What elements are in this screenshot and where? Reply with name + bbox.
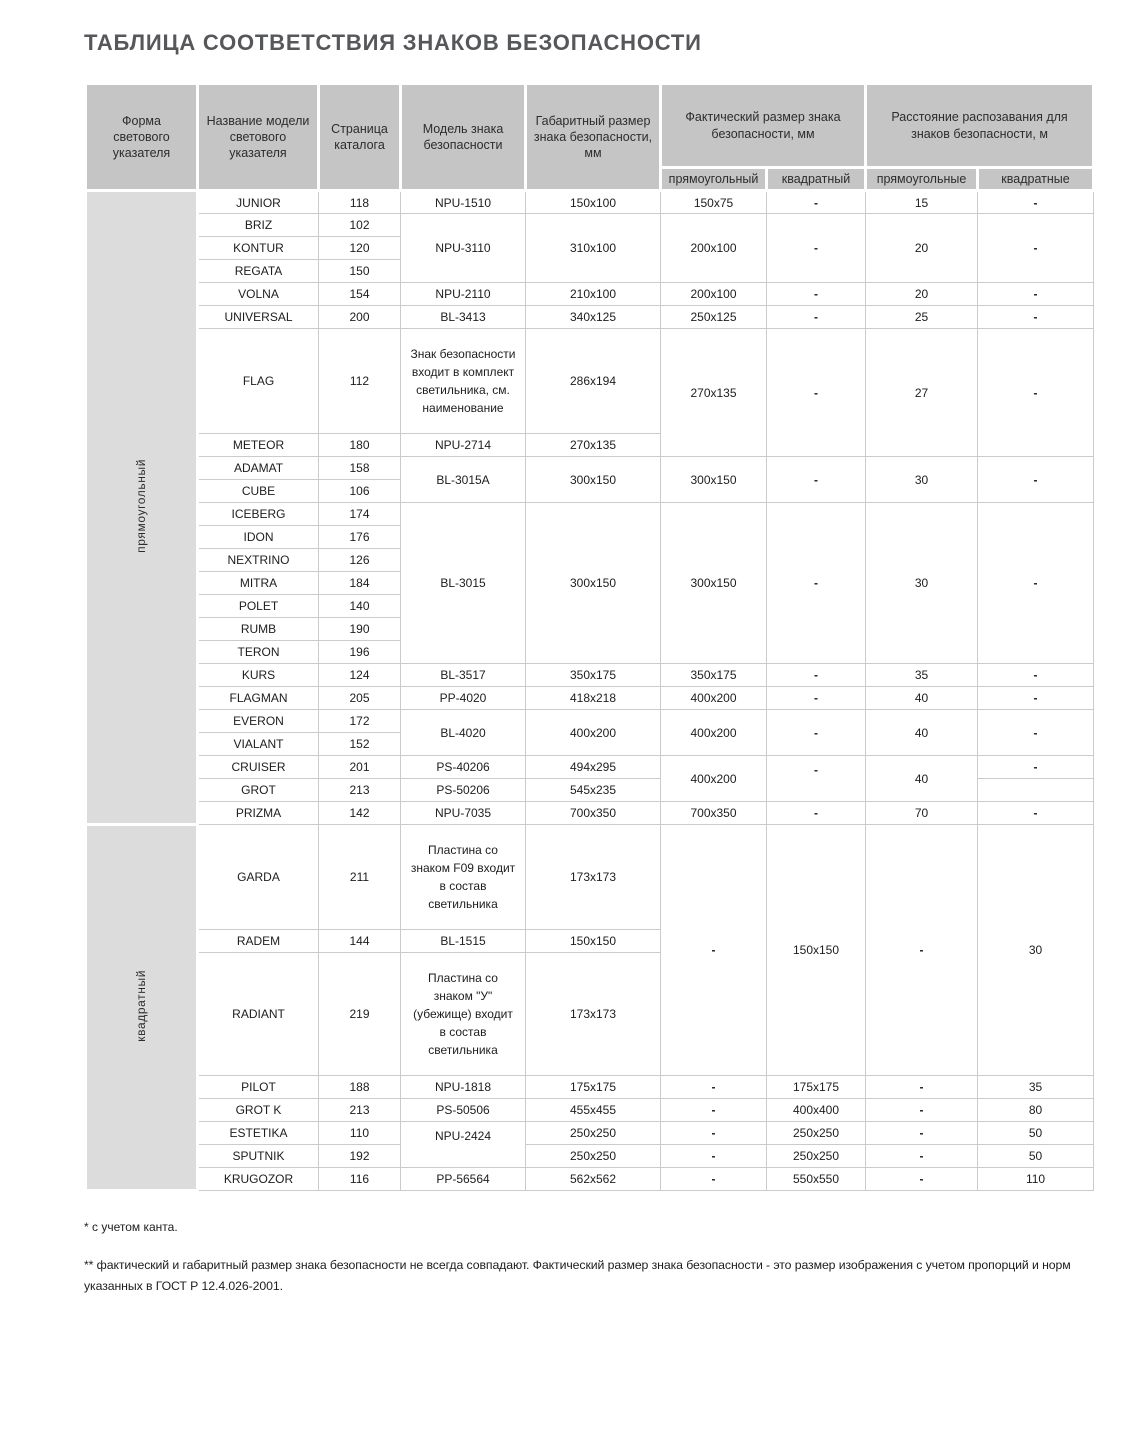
model-name: KONTUR [198, 237, 319, 260]
overall-size: 150x150 [526, 930, 661, 953]
overall-size: 250x250 [526, 1122, 661, 1145]
overall-size: 300x150 [526, 503, 661, 664]
model-name: CUBE [198, 480, 319, 503]
catalog-page: 174 [319, 503, 401, 526]
distance-rect: 25 [866, 306, 978, 329]
catalog-page: 140 [319, 595, 401, 618]
subheader-actual-rect: прямоугольный [661, 168, 767, 191]
distance-rect: 40 [866, 687, 978, 710]
actual-size-rect: 300x150 [661, 503, 767, 664]
table-row [86, 191, 1094, 214]
sign-model: PP-56564 [401, 1168, 526, 1191]
table-header [86, 84, 1094, 191]
distance-square: - [978, 214, 1094, 283]
model-name: KRUGOZOR [198, 1168, 319, 1191]
catalog-page: 192 [319, 1145, 401, 1168]
overall-size: 210x100 [526, 283, 661, 306]
actual-size-square: 550x550 [767, 1168, 866, 1191]
shape-rotated-label: квадратный [134, 970, 149, 1042]
distance-rect: 20 [866, 283, 978, 306]
distance-rect: - [866, 1076, 978, 1099]
table-row [86, 1076, 1094, 1099]
actual-size-rect: - [661, 1168, 767, 1191]
overall-size: 562x562 [526, 1168, 661, 1191]
model-name: FLAG [198, 329, 319, 434]
model-name: RUMB [198, 618, 319, 641]
sign-model: PS-50506 [401, 1099, 526, 1122]
overall-size: 270x135 [526, 434, 661, 457]
catalog-page: 118 [319, 191, 401, 214]
model-name: GROT [198, 779, 319, 802]
distance-square: 35 [978, 1076, 1094, 1099]
model-name: MITRA [198, 572, 319, 595]
actual-size-square: 150x150 [767, 825, 866, 1076]
distance-rect: 30 [866, 503, 978, 664]
catalog-page: 112 [319, 329, 401, 434]
table-row [86, 306, 1094, 329]
model-name: FLAGMAN [198, 687, 319, 710]
subheader-actual-square: квадратный [767, 168, 866, 191]
sign-model: NPU-1818 [401, 1076, 526, 1099]
distance-square: - [978, 710, 1094, 756]
model-name: POLET [198, 595, 319, 618]
subheader-distance-rect: прямоугольные [866, 168, 978, 191]
actual-size-square: - [767, 503, 866, 664]
actual-size-rect: 400x200 [661, 756, 767, 802]
header-actual-size: Фактический размер знака безопасности, мм [661, 84, 866, 168]
table-row [86, 756, 1094, 779]
catalog-page: 184 [319, 572, 401, 595]
actual-size-rect: - [661, 1099, 767, 1122]
page-title: ТАБЛИЦА СООТВЕТСТВИЯ ЗНАКОВ БЕЗОПАСНОСТИ [84, 30, 702, 55]
footnote-edging: * с учетом канта. [84, 1220, 178, 1235]
actual-size-square: 250x250 [767, 1122, 866, 1145]
distance-square: - [978, 503, 1094, 664]
model-name: GROT K [198, 1099, 319, 1122]
actual-size-rect: 400x200 [661, 710, 767, 756]
catalog-page: 144 [319, 930, 401, 953]
safety-signs-correspondence-table [84, 82, 1095, 1192]
distance-square: - [978, 457, 1094, 503]
model-name: METEOR [198, 434, 319, 457]
catalog-page: 196 [319, 641, 401, 664]
table-row [86, 503, 1094, 526]
model-name: SPUTNIK [198, 1145, 319, 1168]
catalog-page: 116 [319, 1168, 401, 1191]
catalog-page: 152 [319, 733, 401, 756]
overall-size: 310x100 [526, 214, 661, 283]
model-name: UNIVERSAL [198, 306, 319, 329]
actual-size-rect: 350x175 [661, 664, 767, 687]
actual-size-square: - [767, 802, 866, 825]
model-name: VOLNA [198, 283, 319, 306]
model-name: NEXTRINO [198, 549, 319, 572]
actual-size-square: 175x175 [767, 1076, 866, 1099]
header-row-main [86, 84, 1094, 168]
table-row [86, 214, 1094, 237]
sign-model: BL-1515 [401, 930, 526, 953]
header-overall-size: Габаритный размер знака безопасности, мм [526, 84, 661, 191]
model-name: RADIANT [198, 953, 319, 1076]
table-row [86, 1122, 1094, 1145]
catalog-page: 142 [319, 802, 401, 825]
sign-model: NPU-1510 [401, 191, 526, 214]
actual-size-square: 400x400 [767, 1099, 866, 1122]
overall-size: 173x173 [526, 825, 661, 930]
distance-square: 50 [978, 1145, 1094, 1168]
actual-size-rect: 200x100 [661, 283, 767, 306]
sign-model: BL-3015A [401, 457, 526, 503]
distance-square: - [978, 802, 1094, 825]
model-name: PILOT [198, 1076, 319, 1099]
model-name: PRIZMA [198, 802, 319, 825]
distance-square: - [978, 191, 1094, 214]
subheader-distance-square: квадратные [978, 168, 1094, 191]
catalog-page: 211 [319, 825, 401, 930]
sign-model: NPU-3110 [401, 214, 526, 283]
sign-model: NPU-2714 [401, 434, 526, 457]
distance-rect: - [866, 1168, 978, 1191]
catalog-page: 124 [319, 664, 401, 687]
sign-model: BL-3015 [401, 503, 526, 664]
overall-size: 250x250 [526, 1145, 661, 1168]
actual-size-square: - [767, 283, 866, 306]
header-model-name: Название модели светового указателя [198, 84, 319, 191]
catalog-page: 190 [319, 618, 401, 641]
catalog-page: 102 [319, 214, 401, 237]
overall-size: 340x125 [526, 306, 661, 329]
actual-size-rect: - [661, 1122, 767, 1145]
table-row [86, 710, 1094, 733]
model-name: IDON [198, 526, 319, 549]
catalog-page: 126 [319, 549, 401, 572]
header-shape: Форма светового указателя [86, 84, 198, 191]
model-name: ICEBERG [198, 503, 319, 526]
catalog-page: 188 [319, 1076, 401, 1099]
actual-size-rect: 270x135 [661, 329, 767, 457]
catalog-page: 200 [319, 306, 401, 329]
model-name: KURS [198, 664, 319, 687]
catalog-page: 213 [319, 779, 401, 802]
actual-size-rect: - [661, 1076, 767, 1099]
distance-rect: 20 [866, 214, 978, 283]
table-row [86, 1168, 1094, 1191]
header-sign-model: Модель знака безопасности [401, 84, 526, 191]
actual-size-square: - [767, 306, 866, 329]
sign-model: Пластина со знаком "У" (убежище) входит в состав светильника [401, 953, 526, 1076]
overall-size: 175x175 [526, 1076, 661, 1099]
catalog-page: 172 [319, 710, 401, 733]
catalog-page: 150 [319, 260, 401, 283]
model-name: RADEM [198, 930, 319, 953]
sign-model: BL-3517 [401, 664, 526, 687]
distance-rect: - [866, 1122, 978, 1145]
model-name: ESTETIKA [198, 1122, 319, 1145]
table-row [86, 687, 1094, 710]
distance-rect: 35 [866, 664, 978, 687]
catalog-page: 176 [319, 526, 401, 549]
table-row [86, 664, 1094, 687]
footnote-gost: ** фактический и габаритный размер знака безопасности не всегда совпадают. Фактический размер знака безопасности - это размер изображения с учетом пропорций и норм указанных в ГОСТ Р 12.4.026-2001. [84, 1258, 1071, 1294]
actual-size-rect: - [661, 1145, 767, 1168]
actual-size-rect: 400x200 [661, 687, 767, 710]
sign-model: NPU-2424 [401, 1122, 526, 1168]
actual-size-square: - [767, 457, 866, 503]
sign-model: BL-4020 [401, 710, 526, 756]
sign-model: NPU-2110 [401, 283, 526, 306]
distance-rect: - [866, 1145, 978, 1168]
overall-size: 700x350 [526, 802, 661, 825]
overall-size: 494x295 [526, 756, 661, 779]
catalog-page: 120 [319, 237, 401, 260]
overall-size: 350x175 [526, 664, 661, 687]
model-name: ADAMAT [198, 457, 319, 480]
catalog-page: 106 [319, 480, 401, 503]
distance-square: - [978, 664, 1094, 687]
header-recognition-distance: Расстояние распозавания для знаков безопасности, м [866, 84, 1094, 168]
shape-group-label [86, 825, 198, 1191]
distance-square: - [978, 329, 1094, 457]
actual-size-square: 250x250 [767, 1145, 866, 1168]
table-row [86, 457, 1094, 480]
distance-rect: 70 [866, 802, 978, 825]
overall-size: 300x150 [526, 457, 661, 503]
table-body [86, 191, 1094, 1191]
actual-size-square: - [767, 756, 866, 802]
actual-size-rect: 200x100 [661, 214, 767, 283]
catalog-page: 180 [319, 434, 401, 457]
distance-square: - [978, 687, 1094, 710]
model-name: EVERON [198, 710, 319, 733]
distance-rect: 15 [866, 191, 978, 214]
catalog-page: 158 [319, 457, 401, 480]
actual-size-rect: 700x350 [661, 802, 767, 825]
table-row [86, 329, 1094, 434]
model-name: REGATA [198, 260, 319, 283]
distance-square: 30 [978, 825, 1094, 1076]
actual-size-square: - [767, 214, 866, 283]
distance-square: - [978, 283, 1094, 306]
table-row [86, 1145, 1094, 1168]
overall-size: 545x235 [526, 779, 661, 802]
actual-size-square: - [767, 329, 866, 457]
distance-square: 80 [978, 1099, 1094, 1122]
overall-size: 455x455 [526, 1099, 661, 1122]
table-row [86, 825, 1094, 930]
actual-size-rect: 150x75 [661, 191, 767, 214]
distance-square: 110 [978, 1168, 1094, 1191]
sign-model: Пластина со знаком F09 входит в состав светильника [401, 825, 526, 930]
sign-model: PP-4020 [401, 687, 526, 710]
model-name: CRUISER [198, 756, 319, 779]
distance-rect: - [866, 825, 978, 1076]
header-catalog-page: Страница каталога [319, 84, 401, 191]
distance-rect: 30 [866, 457, 978, 503]
model-name: VIALANT [198, 733, 319, 756]
model-name: BRIZ [198, 214, 319, 237]
overall-size: 286x194 [526, 329, 661, 434]
sign-model: BL-3413 [401, 306, 526, 329]
catalog-page: 201 [319, 756, 401, 779]
catalog-page: 154 [319, 283, 401, 306]
sign-model: PS-50206 [401, 779, 526, 802]
distance-square: - [978, 756, 1094, 779]
shape-group-label [86, 191, 198, 825]
distance-rect: 40 [866, 756, 978, 802]
distance-square [978, 779, 1094, 802]
actual-size-rect: - [661, 825, 767, 1076]
distance-square: - [978, 306, 1094, 329]
table-row [86, 283, 1094, 306]
model-name: TERON [198, 641, 319, 664]
catalog-page: 213 [319, 1099, 401, 1122]
actual-size-square: - [767, 687, 866, 710]
catalog-page: 219 [319, 953, 401, 1076]
actual-size-square: - [767, 191, 866, 214]
distance-rect: - [866, 1099, 978, 1122]
table-row [86, 1099, 1094, 1122]
sign-model: PS-40206 [401, 756, 526, 779]
overall-size: 400x200 [526, 710, 661, 756]
shape-rotated-label: прямоугольный [134, 459, 149, 553]
overall-size: 150x100 [526, 191, 661, 214]
sign-model: NPU-7035 [401, 802, 526, 825]
overall-size: 173x173 [526, 953, 661, 1076]
model-name: JUNIOR [198, 191, 319, 214]
catalog-page: 205 [319, 687, 401, 710]
overall-size: 418x218 [526, 687, 661, 710]
actual-size-rect: 300x150 [661, 457, 767, 503]
distance-rect: 40 [866, 710, 978, 756]
actual-size-rect: 250x125 [661, 306, 767, 329]
actual-size-square: - [767, 664, 866, 687]
distance-square: 50 [978, 1122, 1094, 1145]
model-name: GARDA [198, 825, 319, 930]
actual-size-square: - [767, 710, 866, 756]
sign-model: Знак безопасности входит в комплект светильника, см. наименование [401, 329, 526, 434]
catalog-page: 110 [319, 1122, 401, 1145]
distance-rect: 27 [866, 329, 978, 457]
table-row [86, 802, 1094, 825]
